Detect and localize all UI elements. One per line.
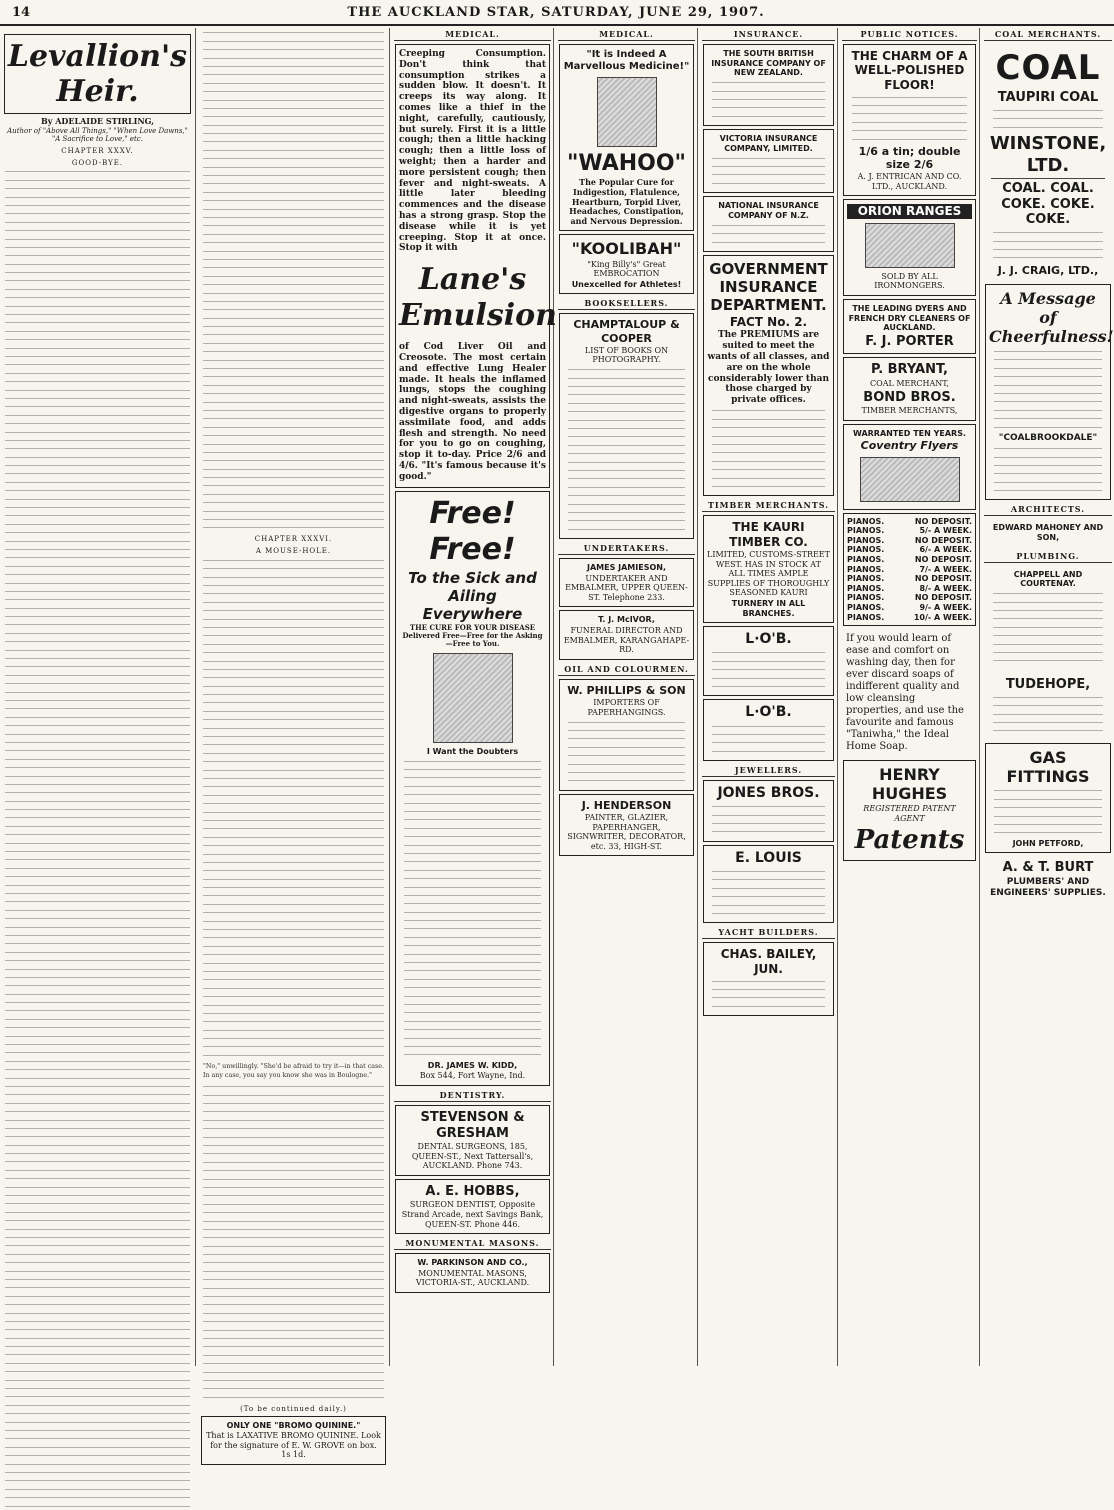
patents-title: Patents bbox=[854, 824, 965, 855]
koolibah-sub: "King Billy's" Great EMBROCATION bbox=[587, 259, 666, 279]
serial-column bbox=[0, 28, 196, 1366]
koolibah-tail: Unexcelled for Athletes! bbox=[571, 279, 682, 289]
piano-row bbox=[847, 536, 972, 546]
mcivor-ad bbox=[559, 610, 694, 659]
phillips-name: W. PHILLIPS & SON bbox=[567, 683, 686, 697]
medical-column bbox=[392, 28, 557, 1366]
louis-ad bbox=[703, 845, 834, 924]
piano-deal: NO DEPOSIT. bbox=[914, 554, 972, 564]
section-plumbing: PLUMBING. bbox=[984, 550, 1112, 563]
champtaloup-ad bbox=[559, 313, 694, 539]
henderson-info: PAINTER, GLAZIER, PAPERHANGER, SIGNWRITER, DECORATOR, etc. 33, HIGH-ST. bbox=[567, 812, 686, 851]
piano-label: PIANOS. bbox=[847, 583, 885, 593]
jones-text bbox=[707, 804, 830, 835]
mcivor-info: FUNERAL DIRECTOR AND EMBALMER, KARANGAHAPE-RD. bbox=[563, 626, 690, 655]
orion-ad bbox=[843, 199, 976, 296]
winstone-name: WINSTONE, LTD. bbox=[989, 132, 1107, 176]
doctor-portrait bbox=[433, 653, 513, 743]
lob-text bbox=[707, 650, 830, 690]
entrican-name: A. J. ENTRICAN AND CO. LTD., AUCKLAND. bbox=[857, 172, 962, 191]
to-be-continued: (To be continued daily.) bbox=[240, 1404, 347, 1413]
hobbs-name: A. E. HOBBS, bbox=[425, 1183, 520, 1199]
chapter-heading-2: CHAPTER XXXVI. bbox=[254, 535, 333, 544]
newspaper-header: THE AUCKLAND STAR, SATURDAY, JUNE 29, 1907. bbox=[347, 4, 765, 20]
coventry: Coventry Flyers bbox=[860, 439, 959, 453]
hughes-name: HENRY HUGHES bbox=[871, 765, 948, 804]
section-coal: COAL MERCHANTS. bbox=[984, 28, 1112, 41]
message-title: A Message of Cheerfulness! bbox=[989, 289, 1114, 347]
piano-row bbox=[847, 555, 972, 565]
mahoney-ad bbox=[985, 519, 1111, 546]
piano-deal: NO DEPOSIT. bbox=[914, 535, 972, 545]
koolibah-ad bbox=[559, 234, 694, 294]
hughes-ad bbox=[843, 760, 976, 861]
taniwha-soap-ad bbox=[843, 629, 976, 757]
turnery: TURNERY IN ALL BRANCHES. bbox=[731, 599, 806, 618]
marvel-heading: "It is Indeed A Marvellous Medicine!" bbox=[563, 49, 690, 72]
piano-label: PIANOS. bbox=[847, 602, 885, 612]
piano-label: PIANOS. bbox=[847, 564, 885, 574]
section-booksellers: BOOKSELLERS. bbox=[558, 297, 695, 310]
petford-name: JOHN PETFORD, bbox=[1012, 838, 1084, 848]
lob-ad-2 bbox=[703, 699, 834, 761]
fact-body: The PREMIUMS are suited to meet the wants of all classes, and are on the whole considerably lower than those charged by private offices. bbox=[707, 330, 830, 406]
section-insurance: INSURANCE. bbox=[702, 28, 835, 41]
gas-title: GAS FITTINGS bbox=[1006, 747, 1090, 786]
story-title: Levallion's Heir. bbox=[4, 34, 191, 114]
chappell-text bbox=[988, 591, 1108, 664]
lanes-tail: of Cod Liver Oil and Creosote. The most certain and effective Lung Healer made. It heals the inflamed lungs, stops the coughing and night-sweats, assists the digestive organs to properly assimilate food, and adds flesh and strength. No need for you to go on coughing, stop it to-day. Price 2/6 and 4/6. "It's famous because it's good." bbox=[399, 342, 546, 482]
wahoo-title: "WAHOO" bbox=[566, 151, 687, 176]
linoleum-price: 1/6 a tin; double size 2/6 bbox=[858, 144, 961, 172]
bond-role: TIMBER MERCHANTS, bbox=[861, 406, 958, 416]
free-cure-ad bbox=[395, 491, 550, 1086]
bicycle-illustration bbox=[860, 457, 960, 502]
lanes-text: Creeping Consumption. Don't think that consumption strikes a sudden blow. It doesn't. It creeps its way along. It comes like a thief in the night, carefully, cautiously, but surely. First it is a little cough; then a little hacking cough; then a little loss of weight; then a harder and more persistent cough; then fever and night-sweats. A little later bleeding commences and the disease has a strong grasp. Stop the disease while it is yet creeping. Stop it at once. Stop it with bbox=[399, 49, 546, 254]
hughes-sub: REGISTERED PATENT AGENT bbox=[863, 804, 956, 824]
bailey-ad bbox=[703, 942, 834, 1016]
serial-continued-column bbox=[198, 28, 390, 1460]
phillips-text bbox=[563, 720, 690, 785]
piano-label: PIANOS. bbox=[847, 526, 885, 536]
burt-name: A. & T. BURT bbox=[1002, 860, 1094, 876]
public-notices-column bbox=[840, 28, 980, 1366]
government-insurance-ad bbox=[703, 255, 834, 496]
washing-text: If you would learn of ease and comfort on washing day, then for ever discard soaps of indifferent quality and low cleansing properties, and use the favourite and famous "Taniwha," the Ideal Home Soap. bbox=[846, 633, 964, 753]
lanes-emulsion-ad bbox=[395, 44, 557, 488]
south-british-name: THE SOUTH BRITISH INSURANCE COMPANY OF NEW ZEALAND. bbox=[711, 49, 826, 78]
section-architects: ARCHITECTS. bbox=[984, 503, 1112, 516]
linoleum-ad bbox=[843, 44, 976, 196]
piano-row bbox=[847, 517, 972, 527]
parkinson-info: MONUMENTAL MASONS, VICTORIA-ST., AUCKLAND. bbox=[415, 1268, 530, 1288]
mahoney-name: EDWARD MAHONEY AND SON, bbox=[992, 523, 1104, 543]
insurance-column bbox=[700, 28, 838, 1366]
chappell-ad bbox=[985, 566, 1111, 670]
coalbrookdale-text bbox=[989, 446, 1107, 494]
phillips-ad bbox=[559, 679, 694, 791]
coke-text bbox=[988, 230, 1108, 261]
orion-sub: SOLD BY ALL IRONMONGERS. bbox=[874, 271, 945, 291]
section-timber: TIMBER MERCHANTS. bbox=[702, 499, 835, 512]
piano-deal: 9/- A WEEK. bbox=[919, 602, 972, 612]
bromo-quinine-ad bbox=[201, 1416, 386, 1465]
piano-row bbox=[847, 565, 972, 575]
section-medical-2: MEDICAL. bbox=[558, 28, 695, 41]
orion-title: ORION RANGES bbox=[847, 204, 972, 218]
story-text-continued-3 bbox=[198, 1084, 389, 1400]
tudehope-text bbox=[988, 695, 1108, 735]
free-title: Free! Free! bbox=[429, 495, 516, 567]
piano-row bbox=[847, 545, 972, 555]
section-undertakers: UNDERTAKERS. bbox=[558, 542, 695, 555]
man-illustration bbox=[597, 77, 657, 147]
section-yacht: YACHT BUILDERS. bbox=[702, 926, 835, 939]
photo-books: LIST OF BOOKS ON PHOTOGRAPHY. bbox=[584, 345, 669, 365]
bromo-title: ONLY ONE "BROMO QUININE." bbox=[226, 1420, 361, 1430]
national-text bbox=[707, 223, 830, 246]
stevenson-ad bbox=[395, 1105, 550, 1176]
phillips-info: IMPORTERS OF PAPERHANGINGS. bbox=[587, 698, 666, 717]
dyers-title: THE LEADING DYERS AND FRENCH DRY CLEANERS OF AUCKLAND. bbox=[848, 304, 971, 333]
lob-name-2: L·O'B. bbox=[745, 704, 792, 721]
story-text bbox=[0, 169, 195, 1509]
national-ad bbox=[703, 196, 834, 252]
hobbs-ad bbox=[395, 1179, 550, 1234]
pianos-ad bbox=[843, 513, 976, 627]
chapter-subheading: GOOD-BYE. bbox=[71, 159, 124, 167]
lanes-name: Lane's Emulsion bbox=[399, 262, 557, 334]
bailey-name: CHAS. BAILEY, JUN. bbox=[720, 947, 817, 976]
koolibah-title: "KOOLIBAH" bbox=[571, 239, 682, 259]
tudehope-name: TUDEHOPE, bbox=[1005, 676, 1091, 692]
jamieson-name: JAMES JAMIESON, bbox=[586, 563, 666, 573]
piano-deal: NO DEPOSIT. bbox=[914, 516, 972, 526]
masthead bbox=[0, 0, 1114, 26]
coalbrookdale-name: "COALBROOKDALE" bbox=[998, 432, 1098, 443]
piano-label: PIANOS. bbox=[847, 535, 885, 545]
taupiri-title: TAUPIRI COAL bbox=[997, 89, 1099, 105]
doubters-heading: I Want the Doubters bbox=[426, 746, 519, 756]
piano-row bbox=[847, 593, 972, 603]
champtaloup-name: CHAMPTALOUP & COOPER bbox=[573, 318, 680, 345]
jones-name: JONES BROS. bbox=[717, 785, 820, 802]
piano-label: PIANOS. bbox=[847, 545, 885, 555]
section-masons: MONUMENTAL MASONS. bbox=[394, 1237, 551, 1250]
charm-text bbox=[847, 95, 972, 143]
piano-row bbox=[847, 526, 972, 536]
piano-row bbox=[847, 603, 972, 613]
section-medical: MEDICAL. bbox=[394, 28, 551, 41]
south-british-text bbox=[707, 80, 830, 120]
piano-deal: NO DEPOSIT. bbox=[914, 574, 972, 584]
piano-deal: 5/- A WEEK. bbox=[919, 526, 972, 536]
wahoo-sub: The Popular Cure for Indigestion, Flatulence, Heartburn, Torpid Liver, Headaches, Constipation, and Nervous Depression. bbox=[569, 177, 684, 226]
piano-label: PIANOS. bbox=[847, 554, 885, 564]
coal-title: COAL bbox=[995, 48, 1101, 88]
jamieson-info: UNDERTAKER AND EMBALMER, UPPER QUEEN-ST. Telephone 233. bbox=[565, 573, 688, 602]
coalbrookdale-ad bbox=[985, 284, 1114, 500]
piano-deal: 7/- A WEEK. bbox=[919, 564, 972, 574]
dyers-ad bbox=[843, 299, 976, 354]
bryant-role: COAL MERCHANT, bbox=[870, 379, 949, 389]
stevenson-name: STEVENSON & GRESHAM bbox=[420, 1109, 525, 1141]
piano-label: PIANOS. bbox=[847, 593, 885, 603]
kauri-name: THE KAURI TIMBER CO. bbox=[729, 520, 808, 549]
gas-fittings-ad bbox=[985, 743, 1111, 854]
section-oils: OIL AND COLOURMEN. bbox=[558, 663, 695, 676]
section-dentistry: DENTISTRY. bbox=[394, 1089, 551, 1102]
porter-name: F. J. PORTER bbox=[865, 333, 954, 349]
national-name: NATIONAL INSURANCE COMPANY OF N.Z. bbox=[718, 201, 819, 220]
bond-name: BOND BROS. bbox=[863, 389, 956, 405]
piano-label: PIANOS. bbox=[847, 516, 885, 526]
chapter-subheading-2: A MOUSE-HOLE. bbox=[255, 547, 332, 556]
medical-column-2 bbox=[556, 28, 698, 1366]
free-subtitle: To the Sick and Ailing Everywhere bbox=[408, 568, 537, 623]
section-jewellers: JEWELLERS. bbox=[702, 764, 835, 777]
chapter-heading: CHAPTER XXXV. bbox=[61, 147, 134, 155]
piano-deal: 6/- A WEEK. bbox=[919, 545, 972, 555]
lob-ad bbox=[703, 626, 834, 696]
piano-row bbox=[847, 574, 972, 584]
piano-label: PIANOS. bbox=[847, 612, 885, 622]
story-text-continued bbox=[198, 30, 389, 531]
fact-heading: FACT No. 2. bbox=[729, 315, 808, 330]
victoria-text bbox=[707, 156, 830, 187]
henderson-name: J. HENDERSON bbox=[581, 798, 672, 812]
page-number: 14 bbox=[12, 4, 31, 20]
louis-name: E. LOUIS bbox=[735, 849, 802, 866]
stevenson-info: DENTAL SURGEONS, 185, QUEEN-ST., Next Tattersall's, AUCKLAND. Phone 743. bbox=[411, 1142, 534, 1171]
range-illustration bbox=[865, 223, 955, 268]
bromo-body: That is LAXATIVE BROMO QUININE. Look for the signature of E. W. GROVE on box. 1s 1d. bbox=[206, 1431, 381, 1460]
lob-text-2 bbox=[707, 724, 830, 755]
government-title: GOVERNMENT INSURANCE DEPARTMENT. bbox=[709, 260, 828, 315]
piano-label: PIANOS. bbox=[847, 574, 885, 584]
south-british-ad bbox=[703, 44, 834, 126]
bailey-text bbox=[707, 979, 830, 1010]
warranted: WARRANTED TEN YEARS. bbox=[852, 428, 967, 438]
story-quote: "No," unwillingly. "She'd be afraid to try it—in that case. In any case, you say you know she was in Boulogne." bbox=[203, 1063, 384, 1079]
story-subtitle: Author of "Above All Things," "When Love Dawns," "A Sacrifice to Love," etc. bbox=[7, 127, 188, 143]
piano-deal: 8/- A WEEK. bbox=[919, 583, 972, 593]
story-byline: By ADELAIDE STIRLING, bbox=[41, 116, 154, 126]
louis-text bbox=[707, 869, 830, 917]
tudehope-ad bbox=[985, 673, 1111, 740]
lob-name: L·O'B. bbox=[745, 631, 792, 648]
book-list bbox=[563, 367, 690, 532]
cycle-ad bbox=[843, 424, 976, 510]
kauri-ad bbox=[703, 515, 834, 623]
free-ad-text bbox=[399, 759, 546, 1059]
chappell-name: CHAPPELL AND COURTENAY. bbox=[1013, 569, 1083, 589]
parkinson-name: W. PARKINSON AND CO., bbox=[417, 1258, 528, 1268]
burt-ad bbox=[985, 856, 1111, 902]
taupiri-text bbox=[988, 108, 1108, 131]
wahoo-ad bbox=[559, 44, 694, 231]
coke-title: COAL. COAL. COKE. COKE. COKE. bbox=[1001, 181, 1095, 228]
coal-merchants-column bbox=[982, 28, 1114, 1366]
piano-deal: NO DEPOSIT. bbox=[914, 593, 972, 603]
jamieson-ad bbox=[559, 558, 694, 607]
kauri-info: LIMITED, CUSTOMS-STREET WEST. HAS IN STOCK AT ALL TIMES AMPLE SUPPLIES OF THOROUGHLY SEASONED KAURI bbox=[707, 550, 830, 598]
piano-deal: 10/- A WEEK. bbox=[913, 612, 972, 622]
bryant-name: P. BRYANT, bbox=[871, 362, 948, 378]
victoria-name: VICTORIA INSURANCE COMPANY, LIMITED. bbox=[719, 134, 818, 153]
craig-name: J. J. CRAIG, LTD., bbox=[997, 263, 1099, 277]
piano-row bbox=[847, 584, 972, 594]
hobbs-info: SURGEON DENTIST, Opposite Strand Arcade, next Savings Bank, QUEEN-ST. Phone 446. bbox=[401, 1200, 544, 1229]
parkinson-ad bbox=[395, 1253, 550, 1293]
mcivor-name: T. J. McIVOR, bbox=[598, 615, 655, 625]
message-text bbox=[989, 349, 1107, 431]
henderson-ad bbox=[559, 794, 694, 857]
victoria-ad bbox=[703, 129, 834, 193]
free-tagline: THE CURE FOR YOUR DISEASE Delivered Free—Free for the Asking—Free to You. bbox=[402, 622, 543, 649]
doctor-name: DR. JAMES W. KIDD, bbox=[427, 1060, 518, 1070]
doctor-address: Box 544, Fort Wayne, Ind. bbox=[419, 1071, 526, 1081]
bryant-ad bbox=[843, 357, 976, 420]
burt-sub: PLUMBERS' AND ENGINEERS' SUPPLIES. bbox=[990, 876, 1106, 898]
charm-title: THE CHARM OF A WELL-POLISHED FLOOR! bbox=[851, 49, 968, 92]
jones-ad bbox=[703, 780, 834, 842]
gas-text bbox=[989, 788, 1107, 836]
fact-text bbox=[707, 408, 830, 490]
section-public-notices: PUBLIC NOTICES. bbox=[842, 28, 977, 41]
story-text-continued-2 bbox=[198, 558, 389, 1059]
piano-row bbox=[847, 613, 972, 623]
taupiri-ad bbox=[985, 44, 1111, 281]
